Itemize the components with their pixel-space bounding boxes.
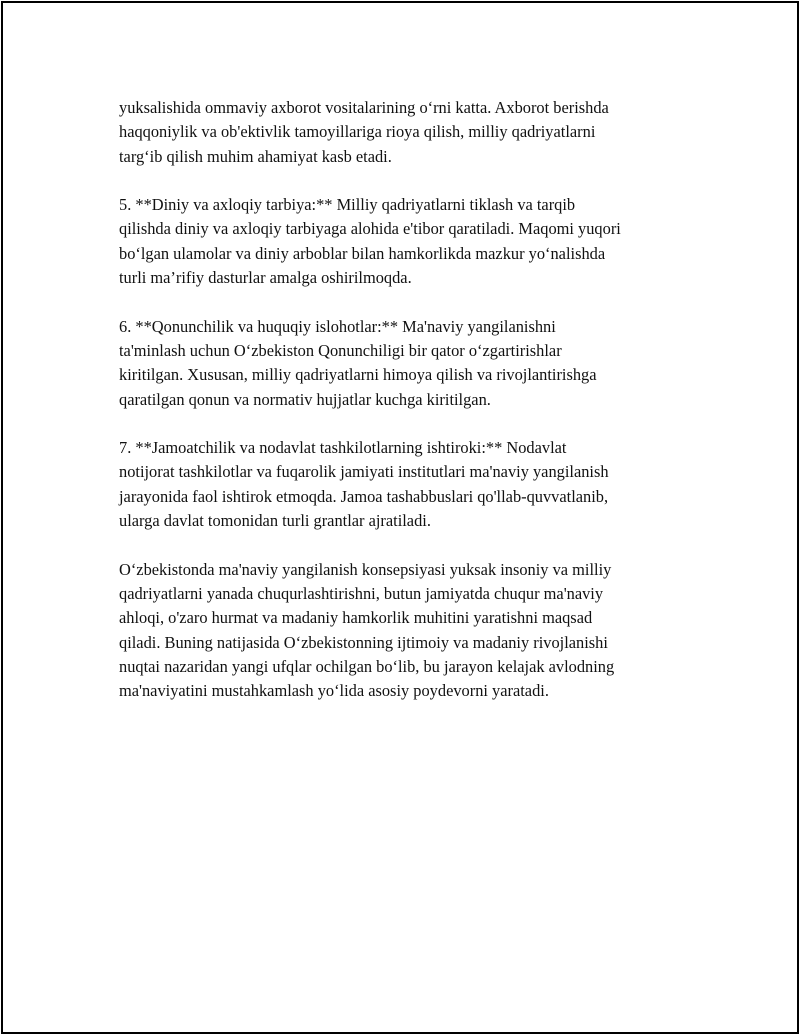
- text-line: kiritilgan. Xususan, milliy qadriyatlarni himoya qilish va rivojlantirishga: [119, 365, 597, 385]
- text-line: bo‘lgan ulamolar va diniy arboblar bilan hamkorlikda mazkur yo‘nalishda: [119, 243, 606, 263]
- text-line: nuqtai nazaridan yangi ufqlar ochilgan bo‘lib, bu jarayon kelajak avlodning: [119, 656, 615, 676]
- paragraph-ngo-participation: [119, 436, 699, 533]
- text-line: 6. **Qonunchilik va huquqiy islohotlar:** Ma'naviy yangilanishni: [119, 316, 556, 336]
- text-line: 7. **Jamoatchilik va nodavlat tashkilotlarning ishtiroki:** Nodavlat: [119, 438, 567, 458]
- text-line: qaratilgan qonun va normativ hujjatlar kuchga kiritilgan.: [119, 389, 491, 409]
- text-line: notijorat tashkilotlar va fuqarolik jamiyati institutlari ma'naviy yangilanish: [119, 462, 609, 482]
- text-line: haqqoniylik va ob'ektivlik tamoyillariga rioya qilish, milliy qadriyatlarni: [119, 122, 596, 142]
- paragraph-legislative-reforms: [119, 315, 699, 412]
- text-line: ma'naviyatini mustahkamlash yo‘lida asosiy poydevorni yaratadi.: [119, 681, 549, 701]
- text-line: qilishda diniy va axloqiy tarbiyaga alohida e'tibor qaratiladi. Maqomi yuqori: [119, 219, 621, 239]
- paragraph-media-role: [119, 96, 699, 169]
- paragraph-conclusion: [119, 558, 699, 704]
- document-body: [119, 96, 699, 728]
- page-frame: [1, 1, 799, 1034]
- text-line: O‘zbekistonda ma'naviy yangilanish konsepsiyasi yuksak insoniy va milliy: [119, 559, 612, 579]
- text-line: ahloqi, o'zaro hurmat va madaniy hamkorlik muhitini yaratishni maqsad: [119, 608, 593, 628]
- text-line: 5. **Diniy va axloqiy tarbiya:** Milliy qadriyatlarni tiklash va tarqib: [119, 195, 576, 215]
- text-line: yuksalishida ommaviy axborot vositalarining o‘rni katta. Axborot berishda: [119, 98, 609, 117]
- text-line: targ‘ib qilish muhim ahamiyat kasb etadi.: [119, 146, 392, 166]
- text-line: turli ma’rifiy dasturlar amalga oshirilmoqda.: [119, 268, 412, 288]
- text-line: ularga davlat tomonidan turli grantlar ajratiladi.: [119, 511, 431, 531]
- text-line: jarayonida faol ishtirok etmoqda. Jamoa tashabbuslari qo'llab-quvvatlanib,: [119, 486, 609, 506]
- paragraph-religious-moral-education: [119, 193, 699, 290]
- text-line: ta'minlash uchun O‘zbekiston Qonunchiligi bir qator o‘zgartirishlar: [119, 340, 562, 360]
- text-line: qadriyatlarni yanada chuqurlashtirishni, butun jamiyatda chuqur ma'naviy: [119, 583, 604, 603]
- text-line: qiladi. Buning natijasida O‘zbekistonning ijtimoiy va madaniy rivojlanishi: [119, 632, 608, 652]
